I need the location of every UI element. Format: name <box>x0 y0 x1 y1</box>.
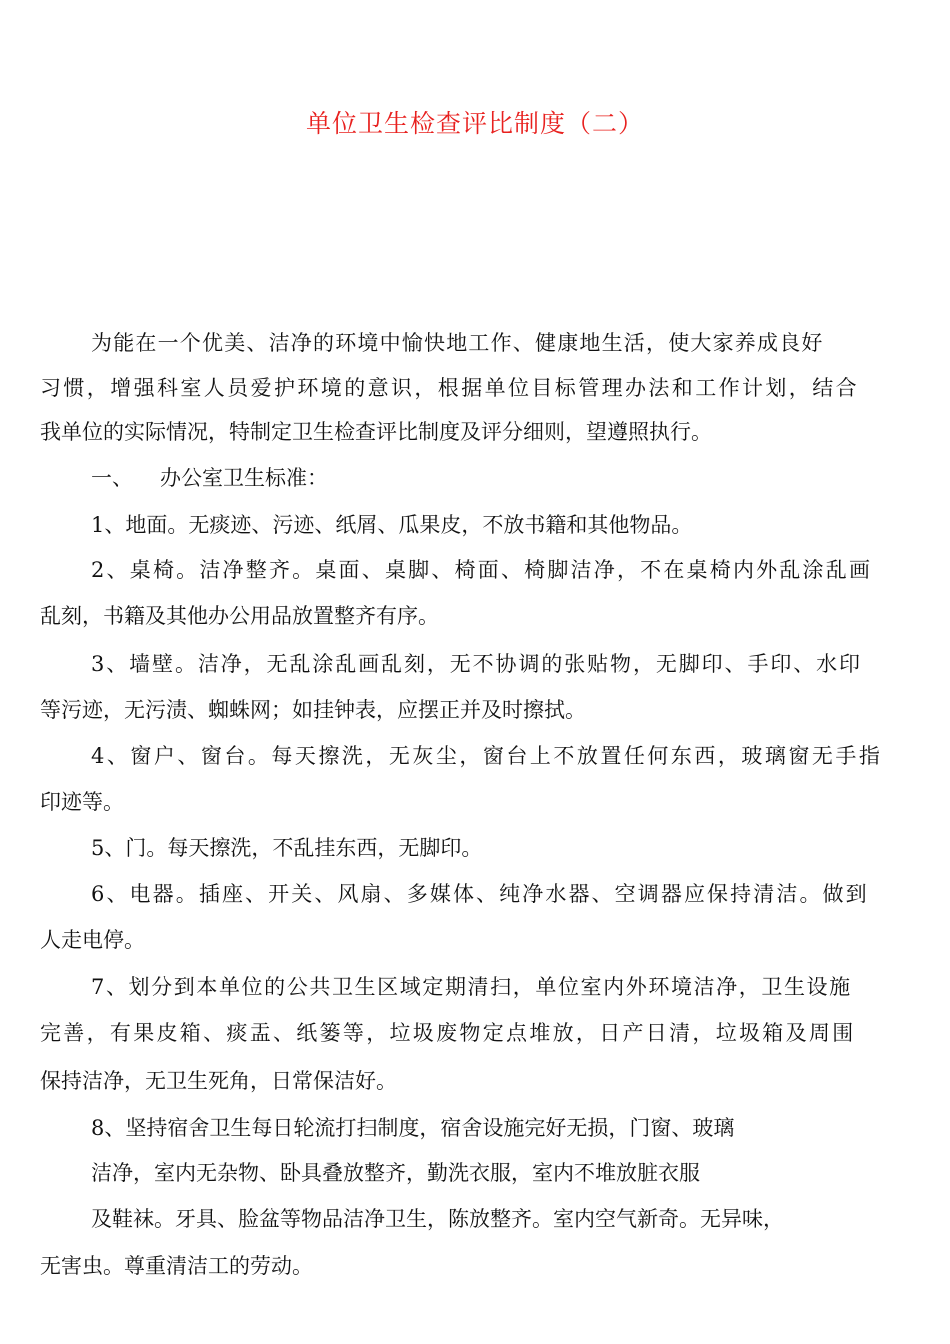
paragraph-line: 1、地面。无痰迹、污迹、纸屑、瓜果皮，不放书籍和其他物品。 <box>91 513 693 537</box>
section-number: 一、 <box>91 466 133 490</box>
paragraph-line: 3、墙壁。洁净，无乱涂乱画乱刻，无不协调的张贴物，无脚印、手印、水印 <box>91 652 862 676</box>
paragraph-line: 2、桌椅。洁净整齐。桌面、桌脚、椅面、椅脚洁净，不在桌椅内外乱涂乱画 <box>91 558 873 582</box>
paragraph-line: 4、窗户、窗台。每天擦洗，无灰尘，窗台上不放置任何东西，玻璃窗无手指 <box>91 744 883 768</box>
paragraph-line: 印迹等。 <box>40 790 124 814</box>
paragraph-line: 完善，有果皮箱、痰盂、纸篓等，垃圾废物定点堆放，日产日清，垃圾箱及周围 <box>40 1021 856 1045</box>
paragraph-line: 无害虫。尊重清洁工的劳动。 <box>40 1254 313 1278</box>
paragraph-line: 7、划分到本单位的公共卫生区域定期清扫，单位室内外环境洁净，卫生设施 <box>91 975 852 999</box>
paragraph-line: 8、坚持宿舍卫生每日轮流打扫制度，宿舍设施完好无损，门窗、玻璃 <box>91 1116 735 1140</box>
document-title: 单位卫生检查评比制度（二） <box>305 109 644 138</box>
paragraph-line: 乱刻，书籍及其他办公用品放置整齐有序。 <box>40 604 439 628</box>
section-heading: 办公室卫生标准： <box>160 466 328 490</box>
paragraph-line: 及鞋袜。牙具、脸盆等物品洁净卫生，陈放整齐。室内空气新奇。无异味， <box>91 1207 784 1231</box>
paragraph-line: 5、门。每天擦洗，不乱挂东西，无脚印。 <box>91 836 483 860</box>
paragraph-line: 6、电器。插座、开关、风扇、多媒体、纯净水器、空调器应保持清洁。做到 <box>91 882 869 906</box>
paragraph-line: 洁净，室内无杂物、卧具叠放整齐，勤洗衣服，室内不堆放脏衣服 <box>91 1161 700 1185</box>
paragraph-line: 我单位的实际情况，特制定卫生检查评比制度及评分细则，望遵照执行。 <box>40 420 712 444</box>
paragraph-line: 为能在一个优美、洁净的环境中愉快地工作、健康地生活，使大家养成良好 <box>91 331 824 355</box>
paragraph-line: 保持洁净，无卫生死角，日常保洁好。 <box>40 1069 397 1093</box>
paragraph-line: 习惯，增强科室人员爱护环境的意识，根据单位目标管理办法和工作计划，结合 <box>40 376 859 400</box>
paragraph-line: 等污迹，无污渍、蜘蛛网；如挂钟表，应摆正并及时擦拭。 <box>40 698 586 722</box>
paragraph-line: 人走电停。 <box>40 928 145 952</box>
